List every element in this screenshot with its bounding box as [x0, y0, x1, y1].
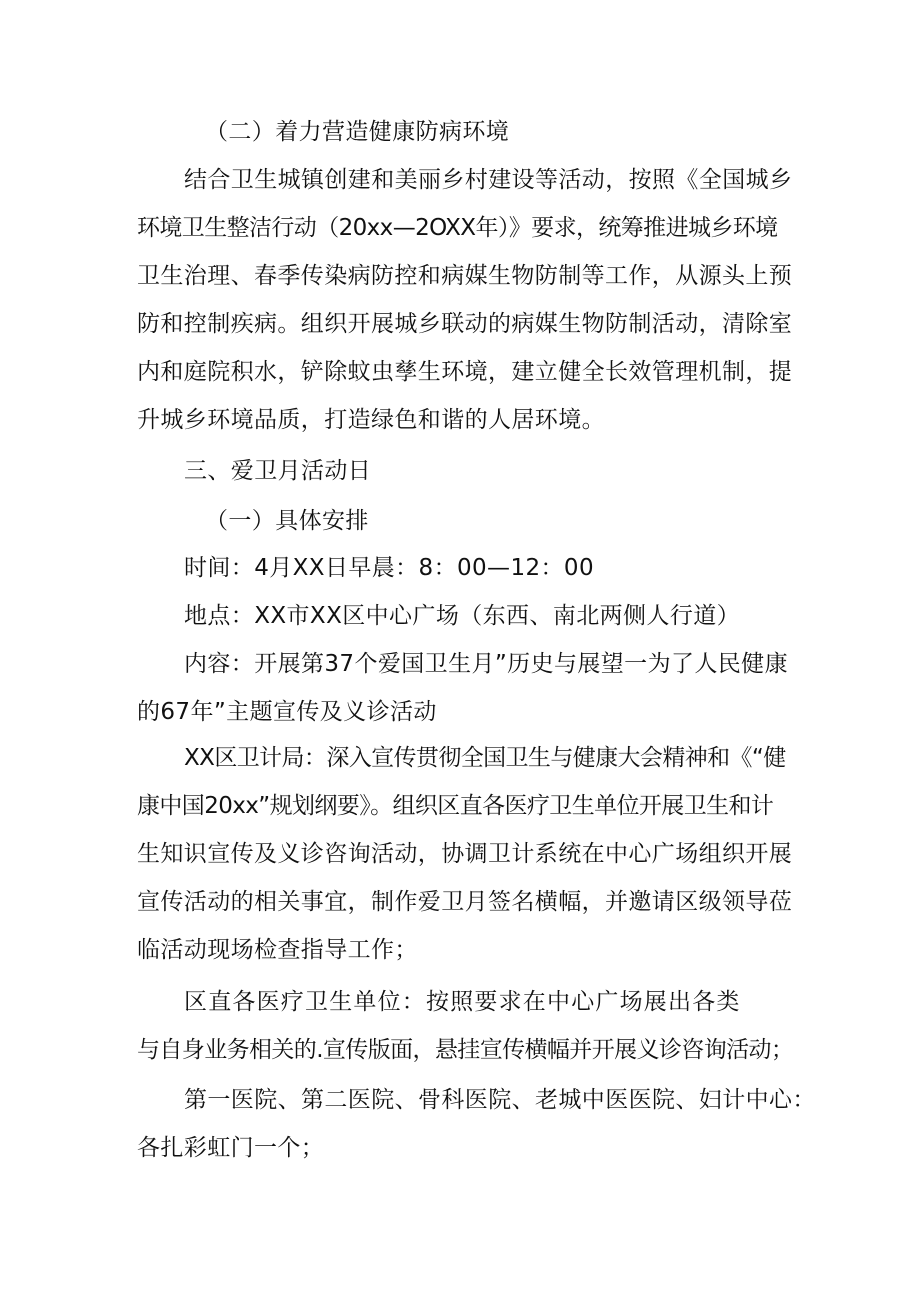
bureau-line: 宣传活动的相关事宜，制作爱卫月签名横幅，并邀请区级领导莅 [137, 889, 793, 915]
units-line: 与自身业务相关的.宣传版面，悬挂宣传横幅并开展义诊咨询活动； [137, 1037, 794, 1063]
hospital-line: 第一医院、第二医院、骨科医院、老城中医医院、妇计中心： [184, 1087, 816, 1113]
subheading-arrangement: （一）具体安排 [205, 508, 369, 534]
paragraph-line: 防和控制疾病。组织开展城乡联动的病媒生物防制活动，清除室 [137, 311, 793, 337]
place-line: 地点：XX市XX区中心广场（东西、南北两侧人行道） [184, 603, 741, 629]
content-line: 的67年”主题宣传及义诊活动 [137, 699, 437, 725]
time-line: 时间：4月XX日早晨：8：00—12：00 [184, 555, 594, 581]
bureau-line: 临活动现场检查指导工作； [137, 937, 418, 963]
units-line: 区直各医疗卫生单位：按照要求在中心广场展出各类 [184, 989, 741, 1015]
paragraph-line: 内和庭院积水，铲除蚊虫孳生环境，建立健全长效管理机制，提 [137, 359, 793, 385]
paragraph-line: 卫生治理、春季传染病防控和病媒生物防制等工作，从源头上预 [137, 263, 793, 289]
paragraph-line: 升城乡环境品质，打造绿色和谐的人居环境。 [137, 407, 605, 433]
bureau-line: 康中国20xx”规划纲要》。组织区直各医疗卫生单位开展卫生和计 [137, 793, 774, 819]
hospital-line: 各扎彩虹门一个； [137, 1135, 325, 1161]
content-line: 内容：开展第37个爱国卫生月”历史与展望一为了人民健康 [184, 651, 788, 677]
paragraph-line: 结合卫生城镇创建和美丽乡村建设等活动，按照《全国城乡 [184, 167, 793, 193]
subheading-environment: （二）着力营造健康防病环境 [205, 119, 510, 145]
bureau-line: XX区卫计局：深入宣传贯彻全国卫生与健康大会精神和《“健 [184, 745, 786, 771]
paragraph-line: 环境卫生整洁行动（20xx—2OXX年）》要求，统筹推进城乡环境 [137, 215, 778, 241]
bureau-line: 生知识宣传及义诊咨询活动，协调卫计系统在中心广场组织开展 [137, 841, 793, 867]
section-heading: 三、爱卫月活动日 [184, 458, 372, 484]
